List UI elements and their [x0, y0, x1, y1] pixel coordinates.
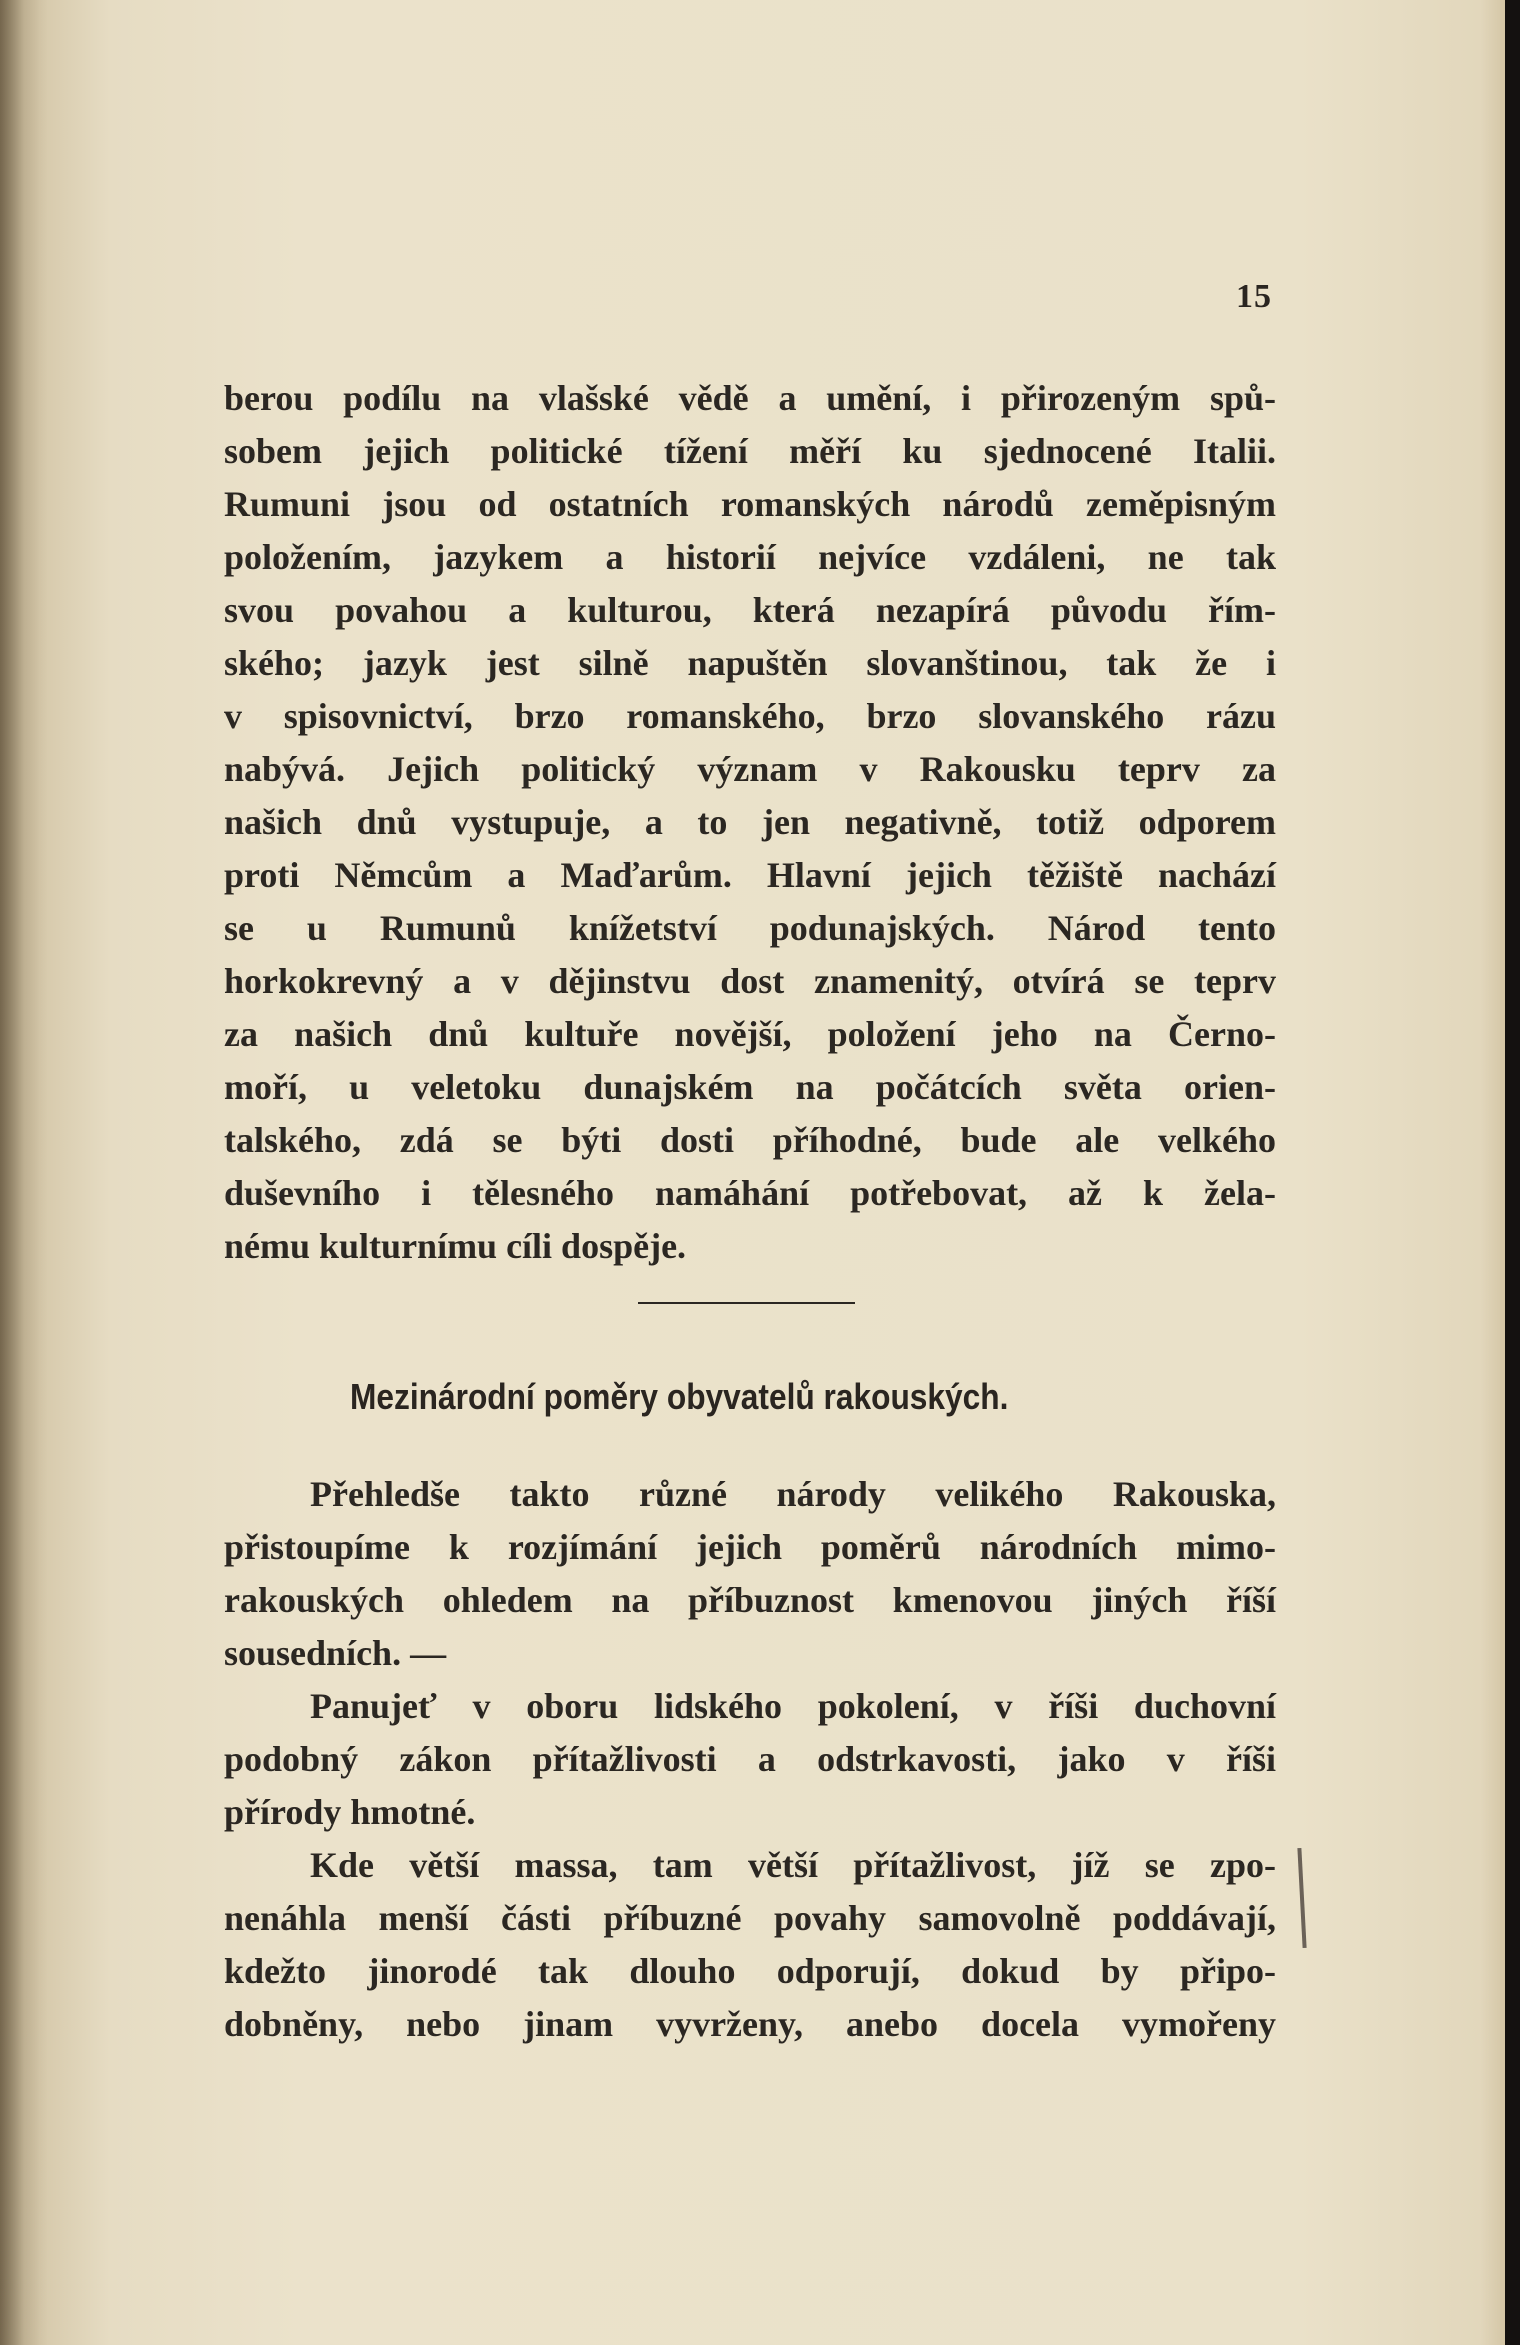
text-line: sousedních. — — [224, 1633, 447, 1673]
text-line: nabývá. Jejich politický význam v Rakousku teprv za — [224, 749, 1276, 789]
text-line: sobem jejich politické tížení měří ku sjednocené Italii. — [224, 431, 1276, 471]
section-heading: Mezinárodní poměry obyvatelů rakouských. — [350, 1376, 1009, 1417]
text-line: svou povahou a kulturou, která nezapírá původu řím- — [224, 590, 1276, 630]
text-line: talského, zdá se býti dosti příhodné, bude ale velkého — [224, 1120, 1276, 1160]
text-line: nenáhla menší části příbuzné povahy samovolně poddávají, — [224, 1898, 1276, 1938]
section-divider — [638, 1302, 855, 1304]
text-line: v spisovnictví, brzo romanského, brzo slovanského rázu — [224, 696, 1276, 736]
paragraph-rumuni — [224, 372, 1276, 1273]
text-line: se u Rumunů knížetství podunajských. Národ tento — [224, 908, 1276, 948]
text-line: Panujeť v oboru lidského pokolení, v říši duchovní — [310, 1686, 1276, 1726]
text-line: za našich dnů kultuře novější, položení jeho na Černo- — [224, 1014, 1276, 1054]
text-line: Rumuni jsou od ostatních romanských národů zeměpisným — [224, 484, 1276, 524]
text-line: kdežto jinorodé tak dlouho odporují, dokud by připo- — [224, 1951, 1276, 1991]
margin-mark — [1297, 1848, 1306, 1948]
paragraph-mezinarodni — [224, 1468, 1276, 2051]
text-line: duševního i tělesného namáhání potřebovat, až k žela- — [224, 1173, 1276, 1213]
text-line: rakouských ohledem na příbuznost kmenovou jiných říší — [224, 1580, 1276, 1620]
text-line: přírody hmotné. — [224, 1792, 476, 1832]
text-line: podobný zákon přítažlivosti a odstrkavosti, jako v říši — [224, 1739, 1276, 1779]
text-line: Kde větší massa, tam větší přítažlivost, jíž se zpo- — [310, 1845, 1276, 1885]
text-line: ského; jazyk jest silně napuštěn slovanštinou, tak že i — [224, 643, 1276, 683]
page-number: 15 — [1236, 278, 1272, 315]
text-line: Přehledše takto různé národy velikého Rakouska, — [310, 1474, 1276, 1514]
text-line: přistoupíme k rozjímání jejich poměrů národních mimo- — [224, 1527, 1276, 1567]
text-line: berou podílu na vlašské vědě a umění, i přirozeným spů- — [224, 378, 1276, 418]
text-line: nému kulturnímu cíli dospěje. — [224, 1226, 687, 1266]
text-line: moří, u veletoku dunajském na počátcích světa orien- — [224, 1067, 1276, 1107]
text-line: našich dnů vystupuje, a to jen negativně, totiž odporem — [224, 802, 1276, 842]
scan-edge — [1505, 0, 1520, 2345]
text-line: horkokrevný a v dějinstvu dost znamenitý, otvírá se teprv — [224, 961, 1276, 1001]
text-line: dobněny, nebo jinam vyvrženy, anebo docela vymořeny — [224, 2004, 1276, 2044]
text-line: proti Němcům a Maďarům. Hlavní jejich těžiště nachází — [224, 855, 1276, 895]
text-line: položením, jazykem a historií nejvíce vzdáleni, ne tak — [224, 537, 1276, 577]
